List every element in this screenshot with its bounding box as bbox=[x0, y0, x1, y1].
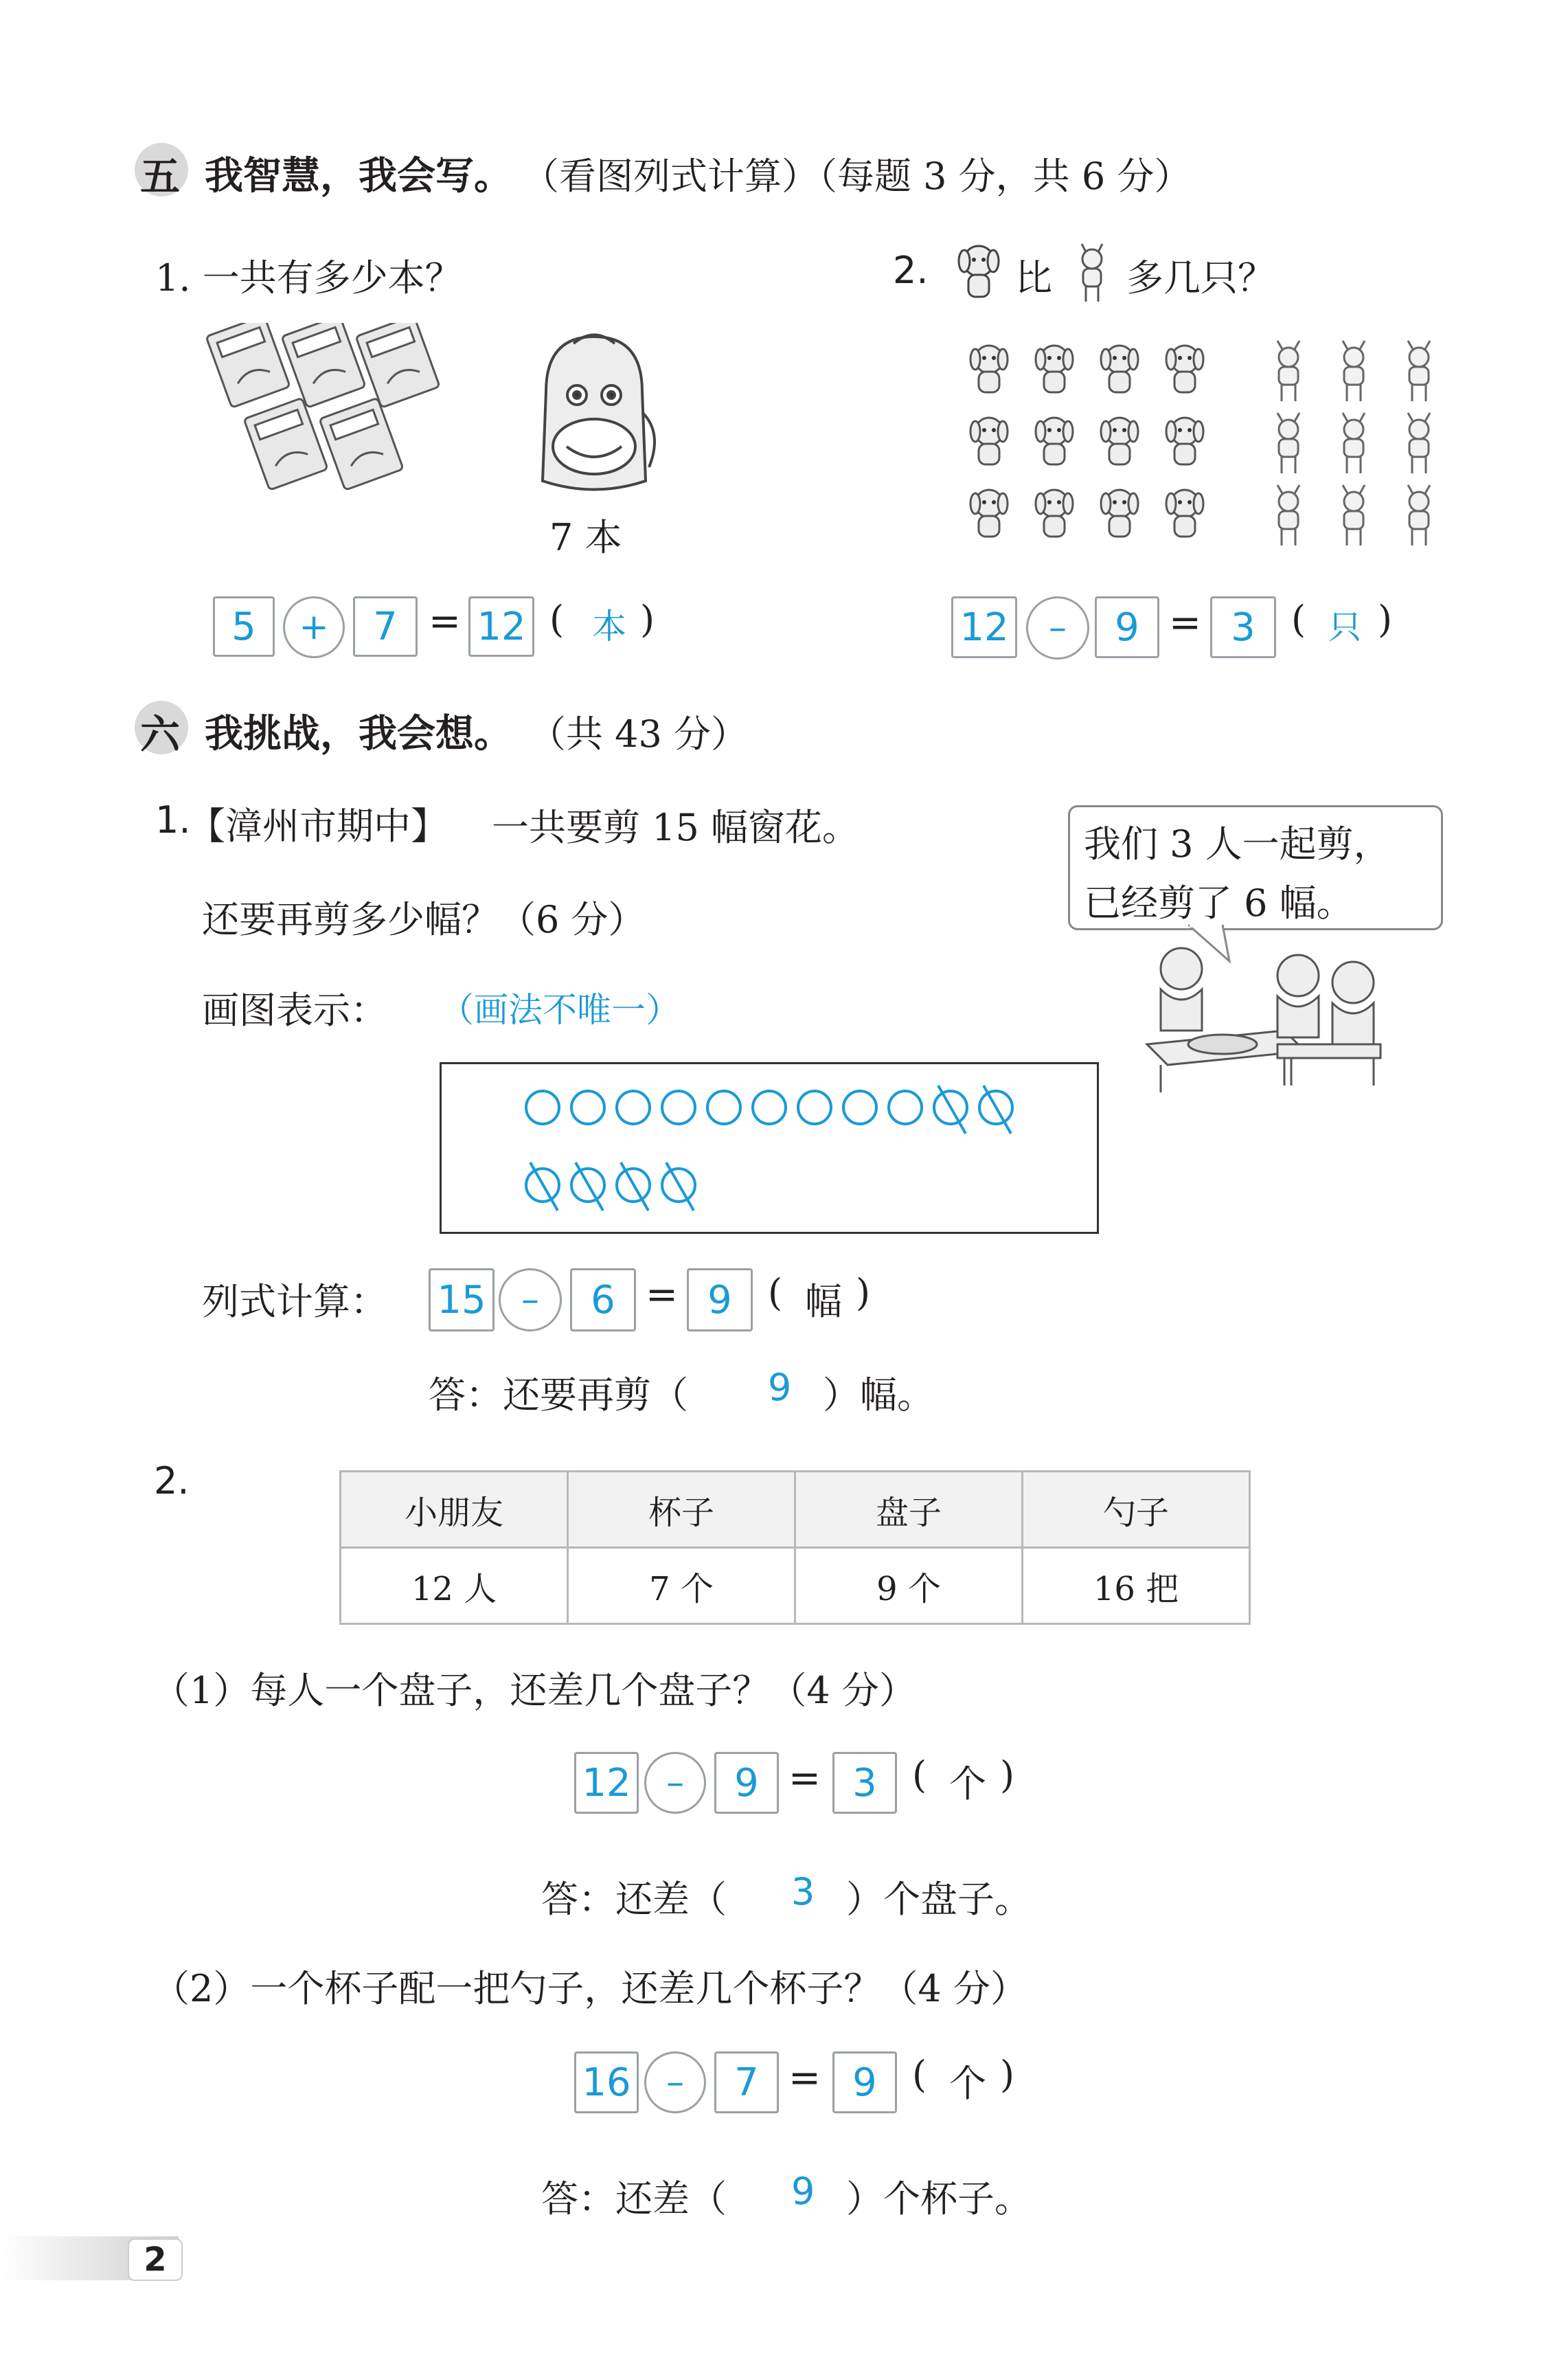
s6-q1-unit-open: ( bbox=[768, 1271, 783, 1314]
sub2-answer-post: ）个杯子。 bbox=[846, 2177, 1032, 2220]
q2-operand-a: 12 bbox=[951, 596, 1017, 658]
draw-note: （画法不唯一） bbox=[440, 990, 680, 1030]
calc-label: 列式计算： bbox=[202, 1280, 387, 1323]
sub2-answer-value: 9 bbox=[791, 2170, 815, 2213]
section-6-title: 我挑战，我会想。 bbox=[205, 711, 512, 756]
s6-q1-number: 1. bbox=[155, 798, 191, 842]
sub1-equals: = bbox=[788, 1756, 821, 1801]
s6-q2-sub2-question: （2）一个杯子配一把勺子，还差几个杯子？（4 分） bbox=[152, 1967, 1027, 2010]
sub1-operand-a: 12 bbox=[574, 1752, 639, 1814]
q2-unit-open: ( bbox=[1291, 598, 1306, 641]
s6-q1-answer-post: ）幅。 bbox=[823, 1373, 934, 1417]
table-cell: 7 个 bbox=[568, 1548, 795, 1624]
section-6-note: （共 43 分） bbox=[529, 712, 749, 756]
q2-result: 3 bbox=[1210, 596, 1276, 658]
sub2-operand-b: 7 bbox=[714, 2051, 779, 2113]
sub2-operator: – bbox=[644, 2051, 706, 2113]
table-header-row bbox=[341, 1472, 1250, 1548]
q1-unit: 本 bbox=[592, 607, 626, 646]
q2-operand-b: 9 bbox=[1095, 596, 1159, 658]
table-cell: 16 把 bbox=[1023, 1548, 1250, 1624]
sub1-operand-b: 9 bbox=[714, 1752, 779, 1814]
q2-question-tail: 多几只？ bbox=[1126, 256, 1275, 300]
s6-q1-operand-a: 15 bbox=[429, 1268, 495, 1331]
sub1-unit: 个 bbox=[949, 1762, 986, 1806]
q1-label: 1. 一共有多少本？ bbox=[155, 256, 462, 300]
notebooks-illustration bbox=[199, 323, 446, 502]
q1-unit-close: ) bbox=[640, 598, 655, 641]
q2-compare-word: 比 bbox=[1015, 256, 1052, 300]
sub2-equals: = bbox=[788, 2056, 821, 2100]
s6-q1-unit-close: ) bbox=[856, 1271, 871, 1314]
section-5-title: 我智慧，我会写。 bbox=[205, 153, 512, 199]
speech-line-1: 我们 3 人一起剪， bbox=[1084, 822, 1391, 866]
sub1-answer-post: ）个盘子。 bbox=[846, 1878, 1032, 1921]
sub1-unit-open: ( bbox=[912, 1753, 927, 1797]
table-header-cell: 小朋友 bbox=[341, 1472, 568, 1548]
draw-label: 画图表示： bbox=[202, 989, 387, 1032]
sub1-unit-close: ) bbox=[1000, 1753, 1015, 1797]
s6-q1-unit: 幅 bbox=[805, 1280, 842, 1323]
q1-equals: = bbox=[429, 599, 461, 644]
sub2-operand-a: 16 bbox=[574, 2051, 639, 2113]
sub2-result: 9 bbox=[832, 2051, 897, 2113]
q1-result: 12 bbox=[468, 596, 534, 657]
s6-q1-result: 9 bbox=[687, 1268, 753, 1331]
s6-q2-sub1-question: （1）每人一个盘子，还差几个盘子？（4 分） bbox=[152, 1669, 916, 1712]
s6-q1-answer-value: 9 bbox=[768, 1366, 792, 1409]
sub1-result: 3 bbox=[832, 1752, 897, 1814]
section-5-note: （看图列式计算）（每题 3 分，共 6 分） bbox=[522, 155, 1192, 198]
table-header-cell: 盘子 bbox=[795, 1472, 1023, 1548]
q2-equals: = bbox=[1169, 600, 1201, 645]
q2-operator: – bbox=[1026, 596, 1089, 660]
s6-q1-source: 【漳州市期中】 bbox=[188, 805, 448, 848]
s6-q1-text: 一共要剪 15 幅窗花。 bbox=[492, 806, 860, 849]
table-row bbox=[341, 1548, 1250, 1624]
s6-q1-equals: = bbox=[646, 1272, 678, 1317]
speech-line-2: 已经剪了 6 幅。 bbox=[1084, 881, 1354, 925]
table-header-cell: 勺子 bbox=[1023, 1472, 1250, 1548]
section-6-number: 六 bbox=[140, 711, 181, 758]
page-number: 2 bbox=[128, 2238, 183, 2281]
s6-q1-answer-pre: 答：还要再剪（ bbox=[429, 1373, 688, 1417]
sub1-answer-value: 3 bbox=[791, 1870, 815, 1913]
s6-q1-question: 还要再剪多少幅？（6 分） bbox=[202, 898, 646, 941]
sub2-unit: 个 bbox=[949, 2062, 986, 2105]
q2-unit-close: ) bbox=[1378, 598, 1393, 641]
q2-unit: 只 bbox=[1328, 608, 1362, 646]
puppies-group bbox=[965, 340, 1226, 553]
children-cutting-illustration bbox=[1140, 941, 1387, 1099]
sub1-answer-pre: 答：还差（ bbox=[541, 1878, 727, 1921]
q1-operand-a: 5 bbox=[213, 596, 275, 657]
sub2-unit-close: ) bbox=[1000, 2053, 1015, 2096]
deer-group bbox=[1264, 337, 1463, 556]
q2-number: 2. bbox=[893, 249, 929, 292]
s6-q2-number: 2. bbox=[154, 1459, 190, 1503]
q1-operator: + bbox=[283, 596, 345, 658]
section-5-number: 五 bbox=[140, 153, 181, 200]
q1-unit-open: ( bbox=[549, 598, 565, 641]
table-header-cell: 杯子 bbox=[568, 1472, 795, 1548]
items-table bbox=[339, 1470, 1251, 1625]
table-cell: 9 个 bbox=[795, 1548, 1023, 1624]
table-cell: 12 人 bbox=[341, 1548, 568, 1624]
s6-q1-operand-b: 6 bbox=[570, 1268, 636, 1331]
puppy-icon bbox=[955, 240, 1003, 302]
sub1-operator: – bbox=[644, 1752, 706, 1814]
circles-diagram bbox=[522, 1079, 1044, 1216]
sub2-answer-pre: 答：还差（ bbox=[541, 2177, 727, 2220]
sub2-unit-open: ( bbox=[912, 2053, 927, 2096]
q1-operand-b: 7 bbox=[353, 596, 418, 657]
backpack-label: 7 本 bbox=[549, 516, 622, 559]
deer-icon bbox=[1068, 237, 1116, 306]
s6-q1-operator: – bbox=[499, 1268, 562, 1331]
backpack-illustration bbox=[519, 330, 670, 502]
